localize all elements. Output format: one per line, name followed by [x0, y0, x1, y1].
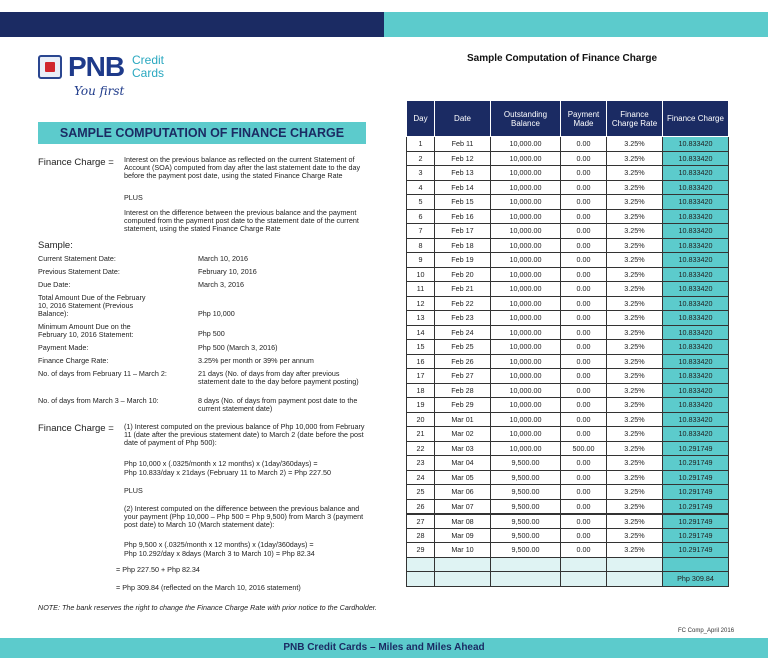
header-day: Day	[407, 101, 435, 137]
cell-payment: 0.00	[561, 369, 607, 384]
cell-rate: 3.25%	[607, 267, 663, 282]
cell-finance-charge: 10.833420	[663, 325, 729, 340]
header-outstanding-balance: Outstanding Balance	[491, 101, 561, 137]
computation-part2: (2) Interest computed on the difference between the previous balance and your payment (Php 10,000 – Php 500 = Php 9,500) from March 3 (payment post date) to March 10 (March statement date):	[124, 504, 364, 529]
cell-payment: 0.00	[561, 325, 607, 340]
cell-date: Mar 01	[435, 412, 491, 427]
cell-date: Feb 14	[435, 180, 491, 195]
blank-cell	[491, 557, 561, 572]
cell-balance: 9,500.00	[491, 456, 561, 471]
cell-balance: 9,500.00	[491, 499, 561, 514]
cell-date: Feb 29	[435, 398, 491, 413]
table-row	[407, 412, 729, 427]
sample-label: Total Amount Due of the February 10, 2016 Statement (Previous Balance):	[38, 293, 146, 318]
blank-cell	[607, 557, 663, 572]
cell-finance-charge: 10.833420	[663, 383, 729, 398]
sample-label: No. of days from March 3 – March 10:	[38, 396, 159, 405]
cell-balance: 10,000.00	[491, 383, 561, 398]
cell-finance-charge: 10.833420	[663, 412, 729, 427]
cell-finance-charge: 10.833420	[663, 195, 729, 210]
cell-date: Mar 02	[435, 427, 491, 442]
table-title: Sample Computation of Finance Charge	[466, 53, 658, 64]
sample-value: 21 days (No. of days from day after previous statement date to the day before payment posting)	[198, 369, 359, 386]
cell-finance-charge: 10.833420	[663, 209, 729, 224]
cell-date: Feb 22	[435, 296, 491, 311]
table-row	[407, 325, 729, 340]
blank-cell	[561, 572, 607, 587]
cell-payment: 0.00	[561, 151, 607, 166]
cell-payment: 500.00	[561, 441, 607, 456]
formula-1b: Php 10.833/day x 21days (February 11 to March 2) = Php 227.50	[124, 468, 332, 477]
table-header-row	[407, 101, 729, 137]
sample-value: March 3, 2016	[198, 280, 244, 289]
blank-cell	[407, 557, 435, 572]
cell-day: 21	[407, 427, 435, 442]
cell-balance: 9,500.00	[491, 485, 561, 500]
cell-balance: 9,500.00	[491, 470, 561, 485]
cell-rate: 3.25%	[607, 180, 663, 195]
cell-day: 14	[407, 325, 435, 340]
cell-payment: 0.00	[561, 340, 607, 355]
cell-payment: 0.00	[561, 311, 607, 326]
cell-rate: 3.25%	[607, 456, 663, 471]
sample-label: Finance Charge Rate:	[38, 356, 109, 365]
cell-date: Mar 04	[435, 456, 491, 471]
cell-rate: 3.25%	[607, 427, 663, 442]
cell-day: 11	[407, 282, 435, 297]
cell-date: Feb 16	[435, 209, 491, 224]
cell-balance: 10,000.00	[491, 398, 561, 413]
cell-balance: 10,000.00	[491, 311, 561, 326]
cell-balance: 10,000.00	[491, 253, 561, 268]
cell-rate: 3.25%	[607, 383, 663, 398]
cell-day: 6	[407, 209, 435, 224]
table-row	[407, 209, 729, 224]
cell-day: 2	[407, 151, 435, 166]
cell-finance-charge: 10.291749	[663, 470, 729, 485]
header-date: Date	[435, 101, 491, 137]
table-row	[407, 253, 729, 268]
cell-finance-charge: 10.291749	[663, 543, 729, 558]
cell-day: 3	[407, 166, 435, 181]
table-row	[407, 180, 729, 195]
cell-day: 18	[407, 383, 435, 398]
header-payment-made: Payment Made	[561, 101, 607, 137]
cell-finance-charge: 10.833420	[663, 354, 729, 369]
cell-day: 10	[407, 267, 435, 282]
note-text: NOTE: The bank reserves the right to change the Finance Charge Rate with prior notice to the Cardholder.	[38, 603, 377, 612]
cell-payment: 0.00	[561, 209, 607, 224]
sample-label: Current Statement Date:	[38, 254, 116, 263]
cell-balance: 10,000.00	[491, 137, 561, 152]
computation-part1: (1) Interest computed on the previous balance of Php 10,000 from February 11 (date after the previous statement date) to March 2 (date before the post date of payment of Php 500):	[124, 422, 365, 447]
blank-cell	[435, 557, 491, 572]
cell-date: Feb 24	[435, 325, 491, 340]
cell-date: Feb 15	[435, 195, 491, 210]
table-row	[407, 166, 729, 181]
cell-balance: 10,000.00	[491, 354, 561, 369]
cell-finance-charge: 10.833420	[663, 151, 729, 166]
table-row	[407, 427, 729, 442]
cell-date: Mar 07	[435, 499, 491, 514]
cell-rate: 3.25%	[607, 238, 663, 253]
sample-value: 3.25% per month or 39% per annum	[198, 356, 314, 365]
pnb-shield-icon	[38, 55, 62, 79]
cell-payment: 0.00	[561, 543, 607, 558]
form-code: FC Comp_April 2016	[678, 628, 735, 634]
definition-part1: Interest on the previous balance as reflected on the current Statement of Account (SOA) computed from day after the last statement date to the day before the payment post date, using the stated Finance Charge Rate	[124, 155, 361, 180]
cell-rate: 3.25%	[607, 499, 663, 514]
cell-rate: 3.25%	[607, 441, 663, 456]
cell-day: 7	[407, 224, 435, 239]
top-banner	[0, 12, 768, 37]
cell-rate: 3.25%	[607, 209, 663, 224]
cell-finance-charge: 10.833420	[663, 427, 729, 442]
total-finance-charge: Php 309.84	[663, 572, 729, 587]
cell-balance: 10,000.00	[491, 340, 561, 355]
cell-finance-charge: 10.833420	[663, 166, 729, 181]
table-row	[407, 528, 729, 543]
cell-day: 9	[407, 253, 435, 268]
cell-day: 13	[407, 311, 435, 326]
table-row	[407, 499, 729, 514]
cell-finance-charge: 10.833420	[663, 253, 729, 268]
table-row	[407, 311, 729, 326]
cell-balance: 10,000.00	[491, 412, 561, 427]
table-row	[407, 369, 729, 384]
cell-date: Feb 26	[435, 354, 491, 369]
cell-rate: 3.25%	[607, 543, 663, 558]
cell-day: 26	[407, 499, 435, 514]
cell-finance-charge: 10.291749	[663, 528, 729, 543]
cell-payment: 0.00	[561, 456, 607, 471]
cell-day: 24	[407, 470, 435, 485]
cell-payment: 0.00	[561, 224, 607, 239]
cell-finance-charge: 10.833420	[663, 282, 729, 297]
blank-cell	[491, 572, 561, 587]
cell-finance-charge: 10.291749	[663, 485, 729, 500]
top-banner-teal	[384, 12, 768, 37]
finance-charge-table	[406, 100, 729, 587]
cell-balance: 10,000.00	[491, 325, 561, 340]
cell-date: Feb 28	[435, 383, 491, 398]
cell-rate: 3.25%	[607, 412, 663, 427]
table-row	[407, 543, 729, 558]
cell-rate: 3.25%	[607, 398, 663, 413]
cell-day: 4	[407, 180, 435, 195]
definition-part2: Interest on the difference between the previous balance and the payment computed from the payment post date to the statement date of the current statement, using the stated Finance Charge Rate	[124, 208, 359, 233]
cell-date: Mar 05	[435, 470, 491, 485]
sample-heading: Sample:	[38, 240, 73, 251]
section-title: SAMPLE COMPUTATION OF FINANCE CHARGE	[38, 122, 366, 144]
blank-cell	[607, 572, 663, 587]
cell-balance: 10,000.00	[491, 224, 561, 239]
cell-balance: 10,000.00	[491, 441, 561, 456]
cell-rate: 3.25%	[607, 485, 663, 500]
cell-day: 8	[407, 238, 435, 253]
cell-finance-charge: 10.833420	[663, 238, 729, 253]
cell-day: 16	[407, 354, 435, 369]
cell-date: Feb 12	[435, 151, 491, 166]
cell-payment: 0.00	[561, 514, 607, 529]
cell-finance-charge: 10.291749	[663, 441, 729, 456]
table-row	[407, 354, 729, 369]
logo-cards: Cards	[132, 66, 165, 80]
sample-value: February 10, 2016	[198, 267, 257, 276]
cell-date: Mar 06	[435, 485, 491, 500]
sample-value: Php 500	[198, 329, 225, 338]
cell-finance-charge: 10.291749	[663, 499, 729, 514]
cell-rate: 3.25%	[607, 282, 663, 297]
cell-day: 28	[407, 528, 435, 543]
table-body	[407, 137, 729, 587]
cell-rate: 3.25%	[607, 137, 663, 152]
table-row	[407, 398, 729, 413]
cell-date: Feb 17	[435, 224, 491, 239]
cell-date: Mar 03	[435, 441, 491, 456]
computation-plus: PLUS	[124, 486, 143, 495]
cell-date: Mar 08	[435, 514, 491, 529]
cell-payment: 0.00	[561, 383, 607, 398]
table-row	[407, 137, 729, 152]
cell-balance: 10,000.00	[491, 166, 561, 181]
cell-payment: 0.00	[561, 485, 607, 500]
table-row	[407, 485, 729, 500]
cell-payment: 0.00	[561, 296, 607, 311]
cell-balance: 10,000.00	[491, 238, 561, 253]
cell-payment: 0.00	[561, 267, 607, 282]
cell-finance-charge: 10.833420	[663, 296, 729, 311]
table-row	[407, 441, 729, 456]
pnb-logo	[38, 52, 198, 110]
cell-balance: 10,000.00	[491, 427, 561, 442]
cell-balance: 10,000.00	[491, 180, 561, 195]
cell-date: Feb 20	[435, 267, 491, 282]
sample-label: Payment Made:	[38, 343, 89, 352]
cell-date: Feb 19	[435, 253, 491, 268]
sample-label: Due Date:	[38, 280, 71, 289]
cell-date: Mar 10	[435, 543, 491, 558]
formula-2a: Php 9,500 x (.0325/month x 12 months) x (1day/360days) =	[124, 540, 314, 549]
cell-rate: 3.25%	[607, 340, 663, 355]
cell-rate: 3.25%	[607, 195, 663, 210]
sample-label: Minimum Amount Due on the February 10, 2016 Statement:	[38, 322, 134, 339]
cell-date: Feb 13	[435, 166, 491, 181]
table-row	[407, 383, 729, 398]
cell-balance: 10,000.00	[491, 151, 561, 166]
cell-day: 19	[407, 398, 435, 413]
cell-day: 29	[407, 543, 435, 558]
cell-rate: 3.25%	[607, 528, 663, 543]
sample-label: Previous Statement Date:	[38, 267, 120, 276]
cell-rate: 3.25%	[607, 369, 663, 384]
cell-balance: 10,000.00	[491, 209, 561, 224]
cell-payment: 0.00	[561, 253, 607, 268]
cell-balance: 10,000.00	[491, 369, 561, 384]
cell-rate: 3.25%	[607, 470, 663, 485]
cell-finance-charge: 10.833420	[663, 224, 729, 239]
blank-cell	[561, 557, 607, 572]
cell-date: Feb 27	[435, 369, 491, 384]
cell-date: Feb 23	[435, 311, 491, 326]
cell-day: 1	[407, 137, 435, 152]
footer-banner: PNB Credit Cards – Miles and Miles Ahead	[0, 638, 768, 658]
table-row	[407, 195, 729, 210]
cell-finance-charge: 10.833420	[663, 267, 729, 282]
cell-balance: 9,500.00	[491, 528, 561, 543]
cell-payment: 0.00	[561, 398, 607, 413]
cell-payment: 0.00	[561, 528, 607, 543]
cell-day: 5	[407, 195, 435, 210]
cell-date: Feb 21	[435, 282, 491, 297]
cell-balance: 9,500.00	[491, 543, 561, 558]
cell-day: 12	[407, 296, 435, 311]
header-finance-charge-rate: Finance Charge Rate	[607, 101, 663, 137]
cell-finance-charge: 10.291749	[663, 514, 729, 529]
cell-rate: 3.25%	[607, 253, 663, 268]
cell-day: 22	[407, 441, 435, 456]
logo-credit-cards	[132, 54, 164, 80]
cell-payment: 0.00	[561, 499, 607, 514]
header-finance-charge: Finance Charge	[663, 101, 729, 137]
cell-balance: 10,000.00	[491, 267, 561, 282]
cell-date: Mar 09	[435, 528, 491, 543]
cell-payment: 0.00	[561, 137, 607, 152]
table-row	[407, 282, 729, 297]
logo-tagline: You first	[74, 84, 125, 98]
sample-value: Php 10,000	[198, 309, 235, 318]
cell-payment: 0.00	[561, 412, 607, 427]
table-row	[407, 224, 729, 239]
total-line: = Php 309.84 (reflected on the March 10, 2016 statement)	[116, 583, 301, 592]
cell-date: Feb 25	[435, 340, 491, 355]
cell-payment: 0.00	[561, 195, 607, 210]
cell-payment: 0.00	[561, 354, 607, 369]
cell-finance-charge: 10.833420	[663, 311, 729, 326]
cell-finance-charge: 10.833420	[663, 340, 729, 355]
blank-cell	[663, 557, 729, 572]
top-banner-dark	[0, 12, 384, 37]
sample-value: Php 500 (March 3, 2016)	[198, 343, 278, 352]
cell-finance-charge: 10.833420	[663, 180, 729, 195]
table-row	[407, 340, 729, 355]
blank-cell	[407, 572, 435, 587]
cell-payment: 0.00	[561, 238, 607, 253]
cell-rate: 3.25%	[607, 224, 663, 239]
sum-line: = Php 227.50 + Php 82.34	[116, 565, 200, 574]
cell-rate: 3.25%	[607, 151, 663, 166]
cell-rate: 3.25%	[607, 514, 663, 529]
cell-payment: 0.00	[561, 427, 607, 442]
definition-plus: PLUS	[124, 193, 143, 202]
cell-day: 27	[407, 514, 435, 529]
cell-rate: 3.25%	[607, 325, 663, 340]
cell-payment: 0.00	[561, 166, 607, 181]
cell-finance-charge: 10.291749	[663, 456, 729, 471]
cell-rate: 3.25%	[607, 166, 663, 181]
sample-value: 8 days (No. of days from payment post date to the current statement date)	[198, 396, 358, 413]
logo-pnb-text: PNB	[68, 51, 125, 82]
cell-rate: 3.25%	[607, 354, 663, 369]
table-row	[407, 470, 729, 485]
cell-balance: 9,500.00	[491, 514, 561, 529]
table-total-row	[407, 572, 729, 587]
cell-finance-charge: 10.833420	[663, 398, 729, 413]
formula-1a: Php 10,000 x (.0325/month x 12 months) x (1day/360days) =	[124, 459, 318, 468]
cell-balance: 10,000.00	[491, 195, 561, 210]
cell-payment: 0.00	[561, 180, 607, 195]
cell-date: Feb 11	[435, 137, 491, 152]
table-row	[407, 238, 729, 253]
cell-day: 20	[407, 412, 435, 427]
cell-balance: 10,000.00	[491, 282, 561, 297]
cell-rate: 3.25%	[607, 296, 663, 311]
cell-payment: 0.00	[561, 470, 607, 485]
table-row	[407, 514, 729, 529]
cell-finance-charge: 10.833420	[663, 137, 729, 152]
table-row	[407, 456, 729, 471]
cell-payment: 0.00	[561, 282, 607, 297]
sample-value: March 10, 2016	[198, 254, 248, 263]
cell-day: 23	[407, 456, 435, 471]
cell-balance: 10,000.00	[491, 296, 561, 311]
computation-label: Finance Charge =	[38, 423, 114, 434]
blank-cell	[435, 572, 491, 587]
cell-day: 17	[407, 369, 435, 384]
definition-label: Finance Charge =	[38, 157, 114, 168]
logo-credit: Credit	[132, 53, 165, 67]
table-blank-row	[407, 557, 729, 572]
cell-day: 25	[407, 485, 435, 500]
cell-date: Feb 18	[435, 238, 491, 253]
cell-day: 15	[407, 340, 435, 355]
cell-finance-charge: 10.833420	[663, 369, 729, 384]
sample-label: No. of days from February 11 – March 2:	[38, 369, 167, 378]
table-row	[407, 151, 729, 166]
formula-2b: Php 10.292/day x 8days (March 3 to March 10) = Php 82.34	[124, 549, 315, 558]
table-row	[407, 296, 729, 311]
table-row	[407, 267, 729, 282]
cell-rate: 3.25%	[607, 311, 663, 326]
